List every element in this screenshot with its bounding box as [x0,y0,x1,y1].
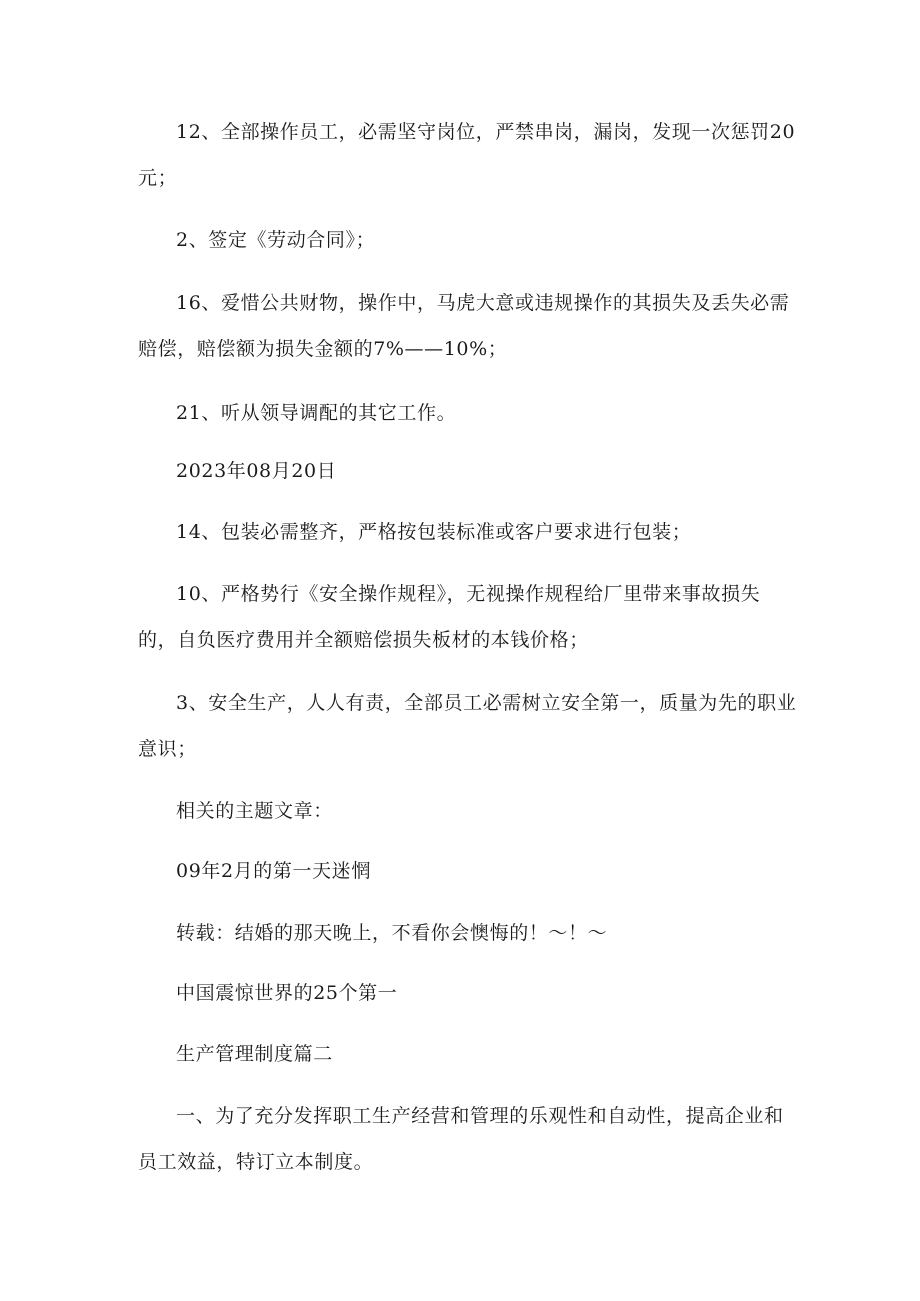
paragraph-rule-2: 2、签定《劳动合同》； [176,229,376,251]
paragraph-date: 2023年08月20日 [176,460,337,482]
paragraph-section-title: 生产管理制度篇二 [176,1043,333,1065]
paragraph-rule-12: 12、全部操作员工，必需坚守岗位，严禁串岗，漏岗，发现一次惩罚20元； [138,121,796,189]
paragraph-rule-14: 14、包装必需整齐，严格按包装标准或客户要求进行包装； [176,521,692,543]
paragraph-rule-16: 16、爱惜公共财物，操作中，马虎大意或违规操作的其损失及丢失必需赔偿，赔偿额为损失金额的7%——10%； [138,292,790,360]
paragraph-rule-3: 3、安全生产，人人有责，全部员工必需树立安全第一，质量为先的职业意识； [138,692,797,760]
paragraph-related-article-3: 中国震惊世界的25个第一 [176,982,398,1004]
paragraph-related-article-2: 转载：结婚的那天晚上，不看你会懊悔的！～！～ [176,922,608,944]
paragraph-rule-10: 10、严格势行《安全操作规程》，无视操作规程给厂里带来事故损失的，自负医疗费用并全额赔偿损失板材的本钱价格； [138,583,761,651]
paragraph-related-article-1: 09年2月的第一天迷惘 [176,860,371,882]
paragraph-related-heading: 相关的主题文章： [176,800,333,822]
paragraph-rule-21: 21、听从领导调配的其它工作。 [176,402,457,424]
paragraph-section-intro: 一、为了充分发挥职工生产经营和管理的乐观性和自动性，提高企业和员工效益，特订立本制度。 [138,1105,784,1173]
